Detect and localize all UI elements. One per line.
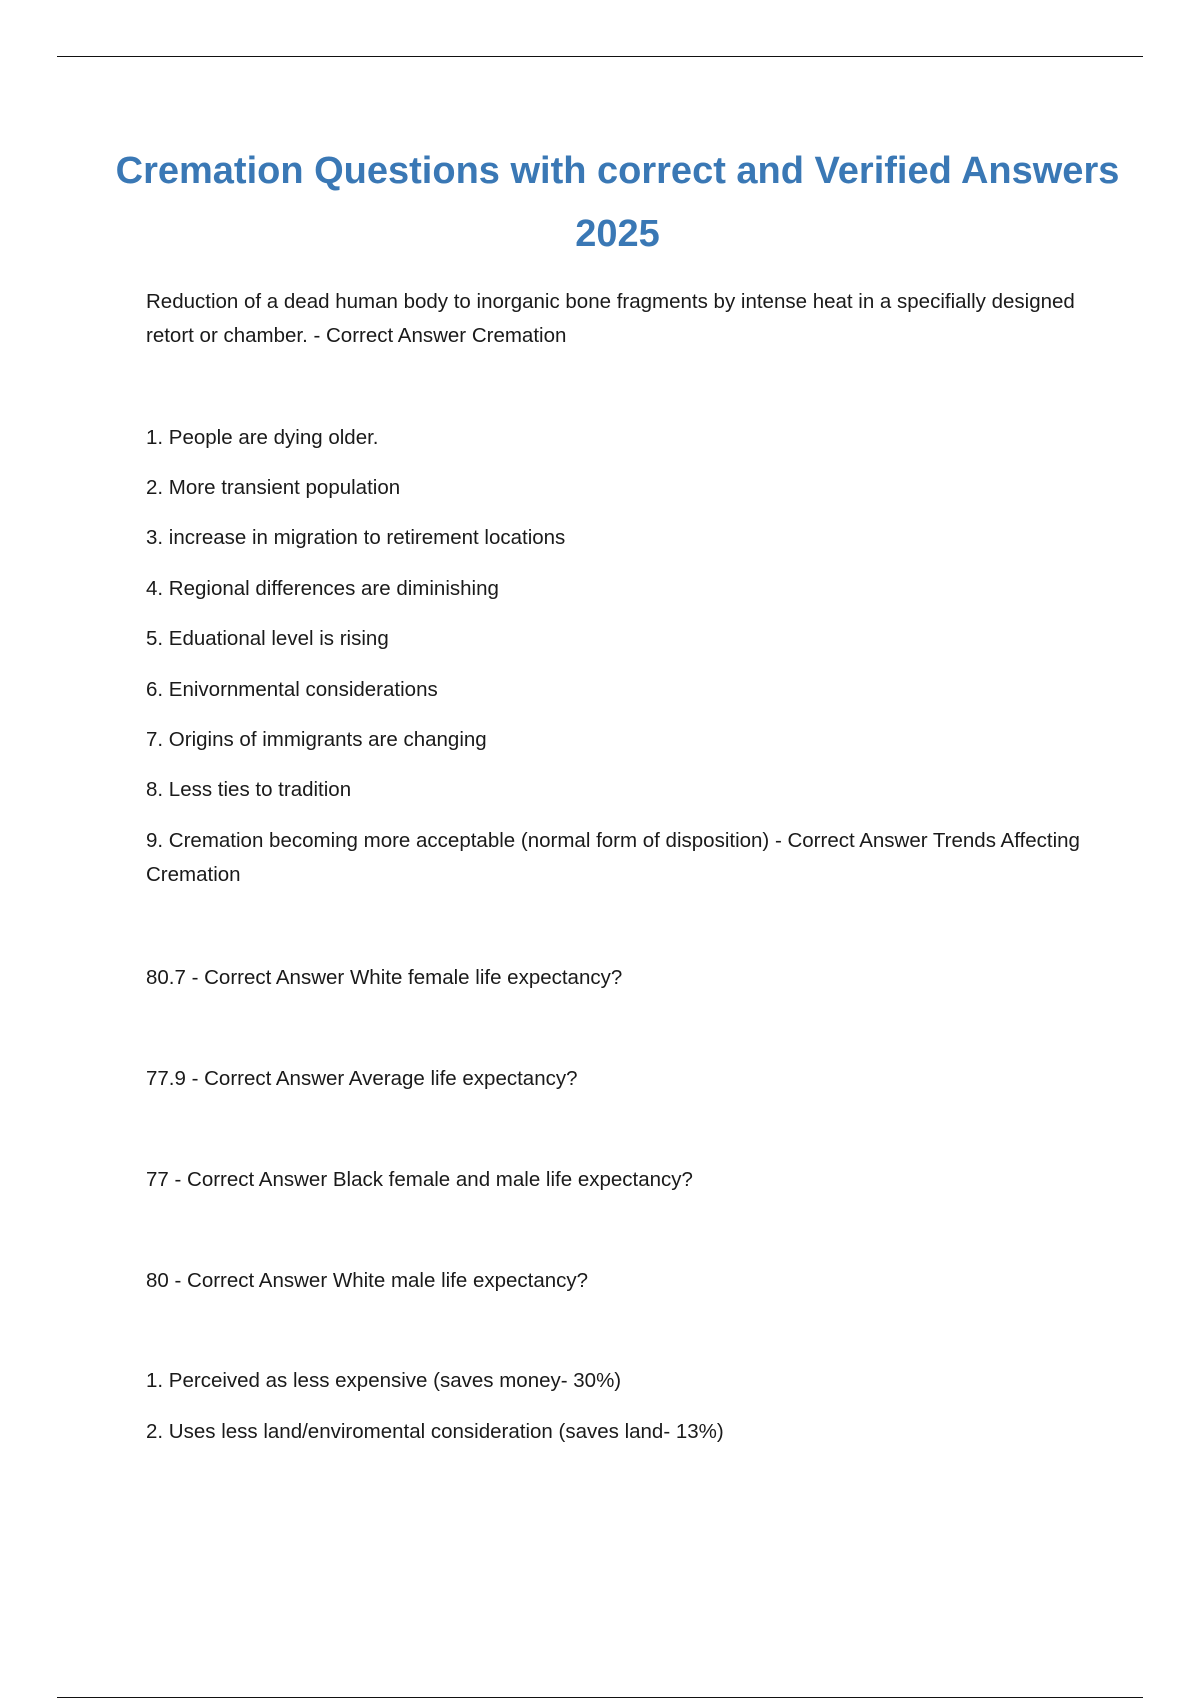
trend-item-4: 4. Regional differences are diminishing <box>146 577 499 600</box>
trend-item-8: 8. Less ties to tradition <box>146 778 352 801</box>
qa-item-3: 77 - Correct Answer Black female and male life expectancy? <box>146 1168 693 1191</box>
qa-item-4: 80 - Correct Answer White male life expectancy? <box>146 1269 589 1292</box>
trend-item-2: 2. More transient population <box>146 476 401 499</box>
qa-item-2: 77.9 - Correct Answer Average life expectancy? <box>146 1067 578 1090</box>
header-rule <box>57 56 1143 57</box>
definition-paragraph: Reduction of a dead human body to inorganic bone fragments by intense heat in a specifially designed retort or chamber. - Correct Answer Cremation <box>146 290 1075 347</box>
trend-item-3: 3. increase in migration to retirement locations <box>146 526 566 549</box>
document-title: Cremation Questions with correct and Verified Answers 2025 <box>115 150 1120 255</box>
reason-item-2: 2. Uses less land/enviromental consideration (saves land- 13%) <box>146 1420 724 1443</box>
trend-item-9: 9. Cremation becoming more acceptable (normal form of disposition) - Correct Answer Trends Affecting Cremation <box>146 829 1080 886</box>
trend-item-5: 5. Eduational level is rising <box>146 627 389 650</box>
trend-item-7: 7. Origins of immigrants are changing <box>146 728 487 751</box>
trend-item-1: 1. People are dying older. <box>146 426 379 449</box>
trend-item-6: 6. Enivornmental considerations <box>146 678 438 701</box>
qa-item-1: 80.7 - Correct Answer White female life expectancy? <box>146 966 623 989</box>
reason-item-1: 1. Perceived as less expensive (saves money- 30%) <box>146 1369 622 1392</box>
footer-rule <box>57 1697 1143 1698</box>
